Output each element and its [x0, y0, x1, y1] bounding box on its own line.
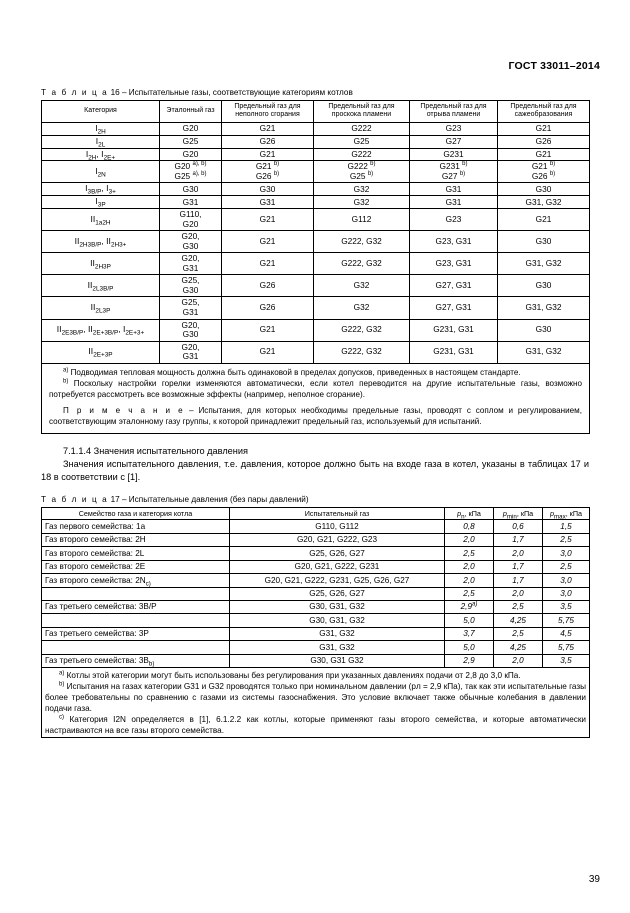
table-row — [42, 587, 590, 600]
table17-pmax-cell: 2,5 — [543, 560, 590, 573]
table17-pn-cell: 5,0 — [445, 614, 494, 627]
table16-value-cell: G31, G32 — [498, 196, 590, 209]
table16-value-cell: G222 — [314, 148, 410, 161]
table16-category-cell: $II_{2E+3P}$ — [42, 341, 160, 363]
table16-value-cell: G23 — [410, 209, 498, 231]
table16-value-cell: G23 — [410, 122, 498, 135]
table16-caption — [41, 88, 589, 97]
table16-value-cell: G26 — [222, 275, 314, 297]
table16-value-cell: G21 — [498, 148, 590, 161]
table16-foot — [42, 363, 590, 434]
table17-pn-cell: 2,0 — [445, 560, 494, 573]
table-row — [42, 319, 590, 341]
table16-value-cell: G27 — [410, 135, 498, 148]
table17-pn-cell: 2,5 — [445, 547, 494, 560]
table17-pmin-cell: 4,25 — [494, 614, 543, 627]
table16-value-cell: G222 — [314, 122, 410, 135]
table16-value-cell: G30 — [498, 231, 590, 253]
table16-value-cell: G20 — [160, 122, 222, 135]
table17-header-cell: Семейство газа и категория котла — [42, 508, 230, 520]
table16-value-cell: G27, G31 — [410, 297, 498, 319]
table17-pmax-cell: 5,75 — [543, 614, 590, 627]
table17-pmin-cell: 0,6 — [494, 520, 543, 533]
table-row — [42, 209, 590, 231]
table17-gas-cell: G25, G26, G27 — [230, 547, 445, 560]
table16-value-cell: G21 — [222, 209, 314, 231]
note-label: П р и м е ч а н и е — [63, 406, 185, 416]
table16-value-cell: G20, G31 — [160, 341, 222, 363]
table16-value-cell: G21 — [222, 253, 314, 275]
table16-body — [42, 122, 590, 363]
table16-header-row — [42, 101, 590, 123]
table17-family-cell: Газ третьего семейства: 3P — [42, 627, 230, 640]
page-content — [41, 88, 589, 738]
table16-value-cell: G25 — [314, 135, 410, 148]
table16-value-cell: G31, G32 — [498, 341, 590, 363]
table16-value-cell: G222, G32 — [314, 341, 410, 363]
table17-header-cell: Испытательный газ — [230, 508, 445, 520]
table16-value-cell: G20, G30 — [160, 319, 222, 341]
table16-value-cell: G30 — [498, 275, 590, 297]
footnote-b-text: Поскольку настройки горелки изменяются автоматически, если котел переводится на другие испытательные газы, возможно потребуется рассмотреть все возможные эффекты (например, неполное сгорание). — [49, 378, 583, 399]
table16-notes-row — [42, 363, 590, 434]
table16-caption-prefix: Т а б л и ц а — [41, 88, 109, 97]
table17-pmax-cell: 5,75 — [543, 641, 590, 654]
table17-header-cell-pn: $p_n$, кПа — [445, 508, 494, 520]
table16-notes-cell — [42, 363, 590, 434]
table16-value-cell: G32 — [314, 183, 410, 196]
table17-head — [42, 508, 590, 520]
table17-header-cell-pmax: $p_{max}$, кПа — [543, 508, 590, 520]
table17-pn-cell: 2,9 — [445, 654, 494, 667]
table-row — [42, 627, 590, 640]
table17-notes-row — [42, 668, 590, 738]
table16-category-cell: $I_{3B/P}$, $I_{3+}$ — [42, 183, 160, 196]
table17-gas-cell: G31, G32 — [230, 627, 445, 640]
footnote-marker-a: a) — [59, 669, 65, 676]
footnote-marker-c: c) — [59, 714, 64, 721]
table17-family-cell — [42, 614, 230, 627]
table16-category-cell: $I_{2H}$ — [42, 122, 160, 135]
section-paragraph: Значения испытательного давления, т.е. давления, которое должно быть на входе газа в котел, указаны в таблицах 17 и 18 в соответствии с [1]. — [41, 459, 589, 482]
table-row — [42, 533, 590, 546]
table17-caption — [41, 495, 589, 504]
table16-value-cell: G26 — [222, 135, 314, 148]
table16-value-cell: G21 — [498, 122, 590, 135]
table17-pmax-cell: 1,5 — [543, 520, 590, 533]
table16-value-cell: G32 — [314, 275, 410, 297]
table16-category-cell: $I_{2L}$ — [42, 135, 160, 148]
table16-value-cell: G25 — [160, 135, 222, 148]
table17-family-cell: Газ третьего семейства: 3В/P — [42, 600, 230, 613]
table17-gas-cell: G20, G21, G222, G23 — [230, 533, 445, 546]
table17-pmax-cell: 2,5 — [543, 533, 590, 546]
table16-value-cell: G231, G31 — [410, 341, 498, 363]
table17-pn-cell: 2,5 — [445, 587, 494, 600]
table-row — [42, 654, 590, 667]
table-16 — [41, 100, 590, 434]
table16-value-cell: G21 — [222, 319, 314, 341]
footnote-a-text: Подводимая тепловая мощность должна быть одинаковой в пределах допусков, приведенных в настоящем стандарте. — [70, 367, 521, 377]
table16-footnote-a — [49, 368, 582, 379]
table17-pmin-cell: 2,5 — [494, 600, 543, 613]
table-row — [42, 641, 590, 654]
table17-pmax-cell: 3,0 — [543, 547, 590, 560]
table16-value-cell: G31 — [160, 196, 222, 209]
table17-family-cell: Газ второго семейства: 2E — [42, 560, 230, 573]
table17-header-row — [42, 508, 590, 520]
table-row — [42, 341, 590, 363]
table17-pmin-cell: 2,0 — [494, 547, 543, 560]
table16-value-cell: G222 $^{b)}$ G25 $^{b)}$ — [314, 161, 410, 183]
table-row — [42, 135, 590, 148]
table17-pmax-cell: 3,5 — [543, 654, 590, 667]
table-17 — [41, 507, 590, 738]
table16-category-cell: $II_{1a2H}$ — [42, 209, 160, 231]
table16-value-cell: G30 — [498, 319, 590, 341]
table16-value-cell: G20 — [160, 148, 222, 161]
table17-family-cell — [42, 587, 230, 600]
table16-value-cell: G31, G32 — [498, 253, 590, 275]
table17-pmin-cell: 1,7 — [494, 574, 543, 587]
table17-family-cell — [42, 641, 230, 654]
table17-pn-cell: 0,8 — [445, 520, 494, 533]
table16-value-cell: G231 — [410, 148, 498, 161]
table16-value-cell: G26 — [498, 135, 590, 148]
table16-caption-text: – Испытательные газы, соответствующие категориям котлов — [121, 88, 353, 97]
table17-footnote-b — [45, 681, 586, 714]
footnote-c-text: Категория I2N определяется в [1], 6.1.2.2 как котлы, которые применяют газы второго семейства, и которые автоматически настраиваются на все газы второго семейства. — [45, 714, 586, 735]
table16-category-cell: $II_{2L3B/P}$ — [42, 275, 160, 297]
table16-value-cell: G26 — [222, 297, 314, 319]
table16-category-cell: $II_{2E3B/P}$, $II_{2E+3B/P}$, $I_{2E+3+}$ — [42, 319, 160, 341]
table-row — [42, 275, 590, 297]
footnote-marker-b: b) — [59, 680, 65, 687]
footnote-marker-b: b) — [63, 377, 69, 384]
table16-header-cell: Предельный газ для проскока пламени — [314, 101, 410, 123]
table16-value-cell: G30 — [498, 183, 590, 196]
table-row — [42, 297, 590, 319]
table17-family-cell: Газ второго семейства: $2N_{c)}$ — [42, 574, 230, 587]
table16-head — [42, 101, 590, 123]
table16-value-cell: G23, G31 — [410, 231, 498, 253]
page-number: 39 — [588, 874, 600, 885]
table16-value-cell: G27, G31 — [410, 275, 498, 297]
table16-caption-number: 16 — [110, 88, 120, 97]
table16-header-cell: Категория — [42, 101, 160, 123]
table17-gas-cell: G31, G32 — [230, 641, 445, 654]
table16-value-cell: G21 — [222, 148, 314, 161]
table16-value-cell: G31 — [222, 196, 314, 209]
table16-value-cell: G222, G32 — [314, 231, 410, 253]
table16-category-cell: $I_{3P}$ — [42, 196, 160, 209]
table16-category-cell: $II_{2H3B/P}$, $II_{2H3+}$ — [42, 231, 160, 253]
table17-pn-cell: 2,9$^{a)}$ — [445, 600, 494, 613]
table16-footnote-b — [49, 379, 582, 401]
table16-value-cell: G31 — [410, 196, 498, 209]
table16-value-cell: G20, G30 — [160, 231, 222, 253]
table16-category-cell: $I_{2H}$, $I_{2E+}$ — [42, 148, 160, 161]
table16-header-cell: Предельный газ для неполного сгорания — [222, 101, 314, 123]
table16-value-cell: G25, G30 — [160, 275, 222, 297]
table16-value-cell: G21 $^{b)}$ G26 $^{b)}$ — [498, 161, 590, 183]
table-row — [42, 253, 590, 275]
table-row — [42, 231, 590, 253]
table16-note — [49, 406, 582, 428]
table16-header-cell: Эталонный газ — [160, 101, 222, 123]
table17-family-cell: Газ второго семейства: 2H — [42, 533, 230, 546]
table17-footnote-c — [45, 714, 586, 736]
table17-gas-cell: G30, G31 G32 — [230, 654, 445, 667]
table16-value-cell: G23, G31 — [410, 253, 498, 275]
table17-pmax-cell: 3,0 — [543, 574, 590, 587]
table-row — [42, 600, 590, 613]
table16-value-cell: G31 — [410, 183, 498, 196]
standard-header: ГОСТ 33011–2014 — [508, 60, 600, 72]
table17-pmin-cell: 4,25 — [494, 641, 543, 654]
table16-value-cell: G30 — [160, 183, 222, 196]
table17-pmin-cell: 2,0 — [494, 587, 543, 600]
table17-header-cell-pmin: $p_{min}$, кПа — [494, 508, 543, 520]
table17-pmax-cell: 3,5 — [543, 600, 590, 613]
table16-category-cell: $II_{2L3P}$ — [42, 297, 160, 319]
table17-caption-number: 17 — [110, 495, 120, 505]
table16-header-cell: Предельный газ для отрыва пламени — [410, 101, 498, 123]
table17-foot — [42, 668, 590, 738]
table17-gas-cell: G20, G21, G222, G231 — [230, 560, 445, 573]
table-row — [42, 614, 590, 627]
table16-value-cell: G222, G32 — [314, 253, 410, 275]
table17-gas-cell: G30, G31, G32 — [230, 600, 445, 613]
table16-value-cell: G30 — [222, 183, 314, 196]
table17-footnote-a — [45, 670, 586, 681]
table16-value-cell: G21 — [222, 231, 314, 253]
table16-value-cell: G21 — [222, 122, 314, 135]
table-row — [42, 520, 590, 533]
table17-pmax-cell: 3,0 — [543, 587, 590, 600]
footnote-a-text: Котлы этой категории могут быть использованы без регулирования при указанных давлениях подачи от 2,8 до 3,0 кПа. — [66, 670, 521, 680]
table17-gas-cell: G110, G112 — [230, 520, 445, 533]
table-row — [42, 547, 590, 560]
table16-value-cell: G110, G20 — [160, 209, 222, 231]
table-row — [42, 183, 590, 196]
table17-pn-cell: 5,0 — [445, 641, 494, 654]
table17-pmin-cell: 2,0 — [494, 654, 543, 667]
table16-value-cell: G21 — [498, 209, 590, 231]
table17-gas-cell: G30, G31, G32 — [230, 614, 445, 627]
table16-value-cell: G112 — [314, 209, 410, 231]
table17-pn-cell: 2,0 — [445, 533, 494, 546]
table-row — [42, 122, 590, 135]
footnote-b-text: Испытания на газах категории G31 и G32 проводятся только при номинальном давлении (pл = 2,9 кПа), так как эти испытательные газы более требовательны по сравнению с газами из системы газоснабжения. Это условие включает также обычные колебания в давлении подачи газа. — [45, 681, 586, 713]
table17-pn-cell: 3,7 — [445, 627, 494, 640]
table16-header-cell: Предельный газ для сажеобразования — [498, 101, 590, 123]
footnote-marker-a: a) — [63, 366, 69, 373]
note-text: – Испытания, для которых необходимы предельные газы, проводят с соплом и регулированием, соответствующим эталонному газу группы, к которой принадлежит предельный газ, используемый для испытаний. — [49, 406, 582, 427]
table16-value-cell: G20, G31 — [160, 253, 222, 275]
table16-value-cell: G32 — [314, 297, 410, 319]
table16-category-cell: $II_{2H3P}$ — [42, 253, 160, 275]
table-row — [42, 148, 590, 161]
table17-pmin-cell: 1,7 — [494, 533, 543, 546]
table16-value-cell: G222, G32 — [314, 319, 410, 341]
table17-family-cell: Газ второго семейства: 2L — [42, 547, 230, 560]
table17-caption-text: – Испытательные давления (без пары давлений) — [121, 495, 309, 505]
table17-pmin-cell: 2,5 — [494, 627, 543, 640]
table17-family-cell: Газ первого семейства: 1а — [42, 520, 230, 533]
table16-value-cell: G25, G31 — [160, 297, 222, 319]
table-row — [42, 574, 590, 587]
table-row — [42, 560, 590, 573]
table16-value-cell: G231, G31 — [410, 319, 498, 341]
table16-value-cell: G31, G32 — [498, 297, 590, 319]
table17-gas-cell: G20, G21, G222, G231, G25, G26, G27 — [230, 574, 445, 587]
table17-body — [42, 520, 590, 668]
table-row — [42, 161, 590, 183]
table17-pn-cell: 2,0 — [445, 574, 494, 587]
table-row — [42, 196, 590, 209]
table17-gas-cell: G25, G26, G27 — [230, 587, 445, 600]
table16-value-cell: G32 — [314, 196, 410, 209]
table16-category-cell: $I_{2N}$ — [42, 161, 160, 183]
table16-value-cell: G21 — [222, 341, 314, 363]
table16-value-cell: G21 $^{b)}$ G26 $^{b)}$ — [222, 161, 314, 183]
table17-pmax-cell: 4,5 — [543, 627, 590, 640]
table17-family-cell: Газ третьего семейства: $3B_{b)}$ — [42, 654, 230, 667]
table17-notes-cell — [42, 668, 590, 738]
table16-value-cell: G20 $^{a), b)}$ G25 $^{a), b)}$ — [160, 161, 222, 183]
table17-pmin-cell: 1,7 — [494, 560, 543, 573]
table17-caption-prefix: Т а б л и ц а — [41, 495, 109, 505]
section-heading: 7.1.1.4 Значения испытательного давления — [63, 446, 248, 457]
table16-value-cell: G231 $^{b)}$ G27 $^{b)}$ — [410, 161, 498, 183]
